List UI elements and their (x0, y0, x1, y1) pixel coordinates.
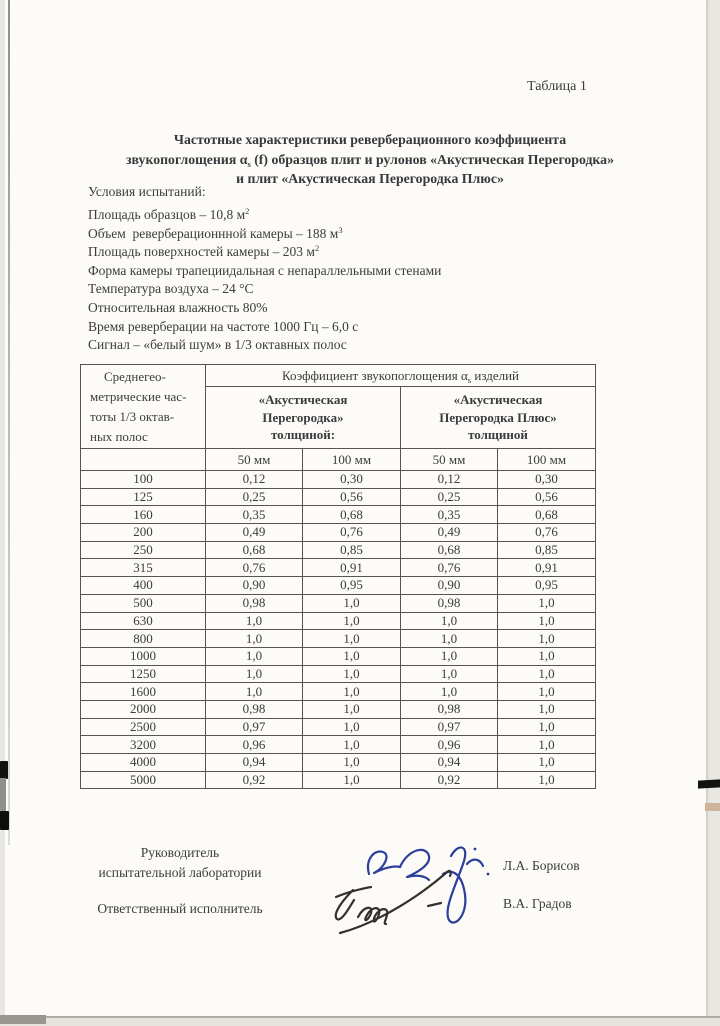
thickness-header-cell: 100 мм (498, 449, 596, 471)
table-row (81, 594, 596, 612)
coefficient-cell: 1,0 (303, 594, 401, 612)
frequency-cell: 800 (81, 630, 206, 648)
coefficient-cell: 1,0 (401, 630, 498, 648)
coefficient-cell: 1,0 (206, 630, 303, 648)
coefficient-cell: 0,95 (498, 577, 596, 595)
coefficient-cell: 0,68 (303, 506, 401, 524)
frequency-cell: 4000 (81, 754, 206, 772)
table-row (81, 471, 596, 489)
coefficient-cell: 1,0 (498, 771, 596, 789)
frequency-cell: 5000 (81, 771, 206, 789)
coefficient-cell: 1,0 (303, 612, 401, 630)
coefficient-cell: 0,98 (401, 700, 498, 718)
frequency-cell: 250 (81, 541, 206, 559)
group-header-cell: «Акустическая Перегородка» толщиной: (206, 387, 401, 449)
coefficient-cell: 0,35 (206, 506, 303, 524)
coefficient-cell: 0,94 (401, 754, 498, 772)
scan-edge-left-line (8, 0, 10, 845)
coefficient-cell: 1,0 (401, 683, 498, 701)
frequency-cell: 2500 (81, 718, 206, 736)
coefficient-cell: 1,0 (498, 612, 596, 630)
row-header-line: метрические час- (90, 388, 187, 404)
coefficient-cell: 0,91 (303, 559, 401, 577)
conditions-heading: Условия испытаний: (88, 184, 206, 199)
coefficient-cell: 1,0 (206, 683, 303, 701)
frequency-cell: 315 (81, 559, 206, 577)
coefficient-cell: 0,68 (401, 541, 498, 559)
coefficient-cell: 0,96 (206, 736, 303, 754)
coefficient-cell: 0,95 (303, 577, 401, 595)
span-header-cell: Коэффициент звукопоглощения $\alpha_s$ изделий (206, 365, 596, 387)
coefficient-cell: 0,12 (401, 471, 498, 489)
coefficient-cell: 1,0 (498, 700, 596, 718)
coefficient-cell: 0,96 (401, 736, 498, 754)
doc-title-line: Частотные характеристики реверберационного коэффициента (173, 132, 567, 147)
frequency-cell: 1250 (81, 665, 206, 683)
coefficient-cell: 1,0 (206, 665, 303, 683)
coefficient-cell: 1,0 (206, 612, 303, 630)
table-row (81, 506, 596, 524)
coefficient-cell: 0,76 (206, 559, 303, 577)
coefficient-cell: 1,0 (498, 754, 596, 772)
scan-edge-right-strip (706, 0, 720, 1024)
table-row (81, 718, 596, 736)
table-thickness-row (81, 449, 596, 471)
table-row (81, 665, 596, 683)
coefficient-cell: 1,0 (498, 718, 596, 736)
coefficient-cell: 0,98 (401, 594, 498, 612)
table-row (81, 559, 596, 577)
frequency-cell: 2000 (81, 700, 206, 718)
row-header-line: Среднегео- (104, 368, 166, 384)
coefficient-cell: 0,56 (498, 488, 596, 506)
signature-role-1: Руководитель испытательной лаборатории (98, 845, 262, 880)
frequency-cell: 100 (81, 471, 206, 489)
coefficient-cell: 1,0 (303, 771, 401, 789)
table-row (81, 754, 596, 772)
condition-line: Относительная влажность 80% (88, 299, 268, 315)
coefficient-cell: 0,97 (206, 718, 303, 736)
thickness-header-cell: 50 мм (206, 449, 303, 471)
frequency-cell: 160 (81, 506, 206, 524)
coefficient-cell: 1,0 (401, 612, 498, 630)
coefficient-cell: 1,0 (303, 630, 401, 648)
condition-line: Температура воздуха – 24 °С (88, 281, 254, 297)
coefficient-cell: 0,76 (303, 524, 401, 542)
scan-artifact-blob (0, 811, 9, 830)
signature-gradov-icon (336, 871, 451, 933)
coefficient-cell: 0,91 (498, 559, 596, 577)
table-row (81, 683, 596, 701)
coefficient-cell: 0,49 (401, 524, 498, 542)
signatory-name-2: В.А. Градов (503, 896, 572, 911)
table-row (81, 700, 596, 718)
coefficient-cell: 0,85 (498, 541, 596, 559)
coefficient-cell: 1,0 (303, 700, 401, 718)
table-row (81, 647, 596, 665)
frequency-cell: 125 (81, 488, 206, 506)
coefficient-cell: 0,35 (401, 506, 498, 524)
scan-artifact-mark (0, 1015, 46, 1024)
condition-line: Площадь поверхностей камеры – 203 $м^2$ (88, 243, 320, 260)
coefficient-cell: 0,76 (498, 524, 596, 542)
table-row (81, 612, 596, 630)
signature-role-2: Ответственный исполнитель (97, 901, 263, 916)
table-row (81, 541, 596, 559)
row-header-cell (81, 365, 206, 449)
frequency-cell: 200 (81, 524, 206, 542)
scan-edge-left-strip (0, 0, 5, 1024)
doc-title-line: и плит «Акустическая Перегородка Плюс» (236, 171, 504, 187)
coefficient-cell: 0,49 (206, 524, 303, 542)
coefficient-cell: 0,76 (401, 559, 498, 577)
coefficient-cell: 1,0 (401, 647, 498, 665)
table-row (81, 577, 596, 595)
coefficient-cell: 0,25 (206, 488, 303, 506)
scan-artifact-mark (705, 803, 720, 811)
row-header-line: тоты 1/3 октав- (90, 408, 175, 424)
condition-line: Площадь образцов – 10,8 $м^2$ (88, 206, 250, 222)
coefficient-cell: 0,98 (206, 594, 303, 612)
absorption-table (80, 364, 596, 789)
frequency-cell: 1000 (81, 647, 206, 665)
table-row (81, 630, 596, 648)
scan-artifact-smudge (0, 778, 6, 812)
coefficient-cell: 1,0 (303, 683, 401, 701)
frequency-cell: 1600 (81, 683, 206, 701)
doc-title (40, 130, 700, 189)
coefficient-cell: 0,25 (401, 488, 498, 506)
row-header-line: ных полос (90, 428, 148, 444)
coefficient-cell: 1,0 (303, 647, 401, 665)
coefficient-cell: 0,30 (498, 471, 596, 489)
coefficient-cell: 1,0 (498, 647, 596, 665)
condition-line: Форма камеры трапециидальная с непараллельными стенами (88, 262, 442, 278)
coefficient-cell: 1,0 (303, 718, 401, 736)
scan-edge-bottom-strip (0, 1016, 720, 1026)
coefficient-cell: 1,0 (498, 736, 596, 754)
table-row (81, 488, 596, 506)
conditions-list (88, 206, 441, 355)
coefficient-cell: 1,0 (498, 683, 596, 701)
frequency-cell: 500 (81, 594, 206, 612)
coefficient-cell: 0,98 (206, 700, 303, 718)
thickness-header-cell: 50 мм (401, 449, 498, 471)
doc-title-line: звукопоглощения $\alpha_s$ (f) образцов плит и рулонов «Акустическая Перегородка» (126, 151, 614, 169)
coefficient-cell: 0,85 (303, 541, 401, 559)
table-row (81, 771, 596, 789)
frequency-cell: 630 (81, 612, 206, 630)
coefficient-cell: 0,97 (401, 718, 498, 736)
coefficient-cell: 1,0 (401, 665, 498, 683)
table-row (81, 736, 596, 754)
thickness-header-cell: 100 мм (303, 449, 401, 471)
coefficient-cell: 1,0 (303, 754, 401, 772)
group-header-cell: «Акустическая Перегородка Плюс» толщиной (401, 387, 596, 449)
coefficient-cell: 0,56 (303, 488, 401, 506)
condition-line: Сигнал – «белый шум» в 1/3 октавных полос (88, 337, 347, 353)
coefficient-cell: 1,0 (303, 665, 401, 683)
coefficient-cell: 0,90 (206, 577, 303, 595)
coefficient-cell: 0,68 (206, 541, 303, 559)
coefficient-cell: 0,92 (206, 771, 303, 789)
scan-artifact-mark (698, 779, 720, 788)
absorption-table-wrap (80, 364, 596, 789)
coefficient-cell: 0,92 (401, 771, 498, 789)
coefficient-cell: 0,30 (303, 471, 401, 489)
frequency-cell: 3200 (81, 736, 206, 754)
scan-artifact-blob (0, 761, 8, 779)
table-caption: Таблица 1 (527, 79, 587, 94)
frequency-cell: 400 (81, 577, 206, 595)
coefficient-cell: 0,12 (206, 471, 303, 489)
empty-cell (81, 449, 206, 471)
coefficient-cell: 1,0 (303, 736, 401, 754)
condition-line: Время реверберации на частоте 1000 Гц – 6,0 с (88, 318, 359, 334)
table-header-row (81, 365, 596, 387)
coefficient-cell: 1,0 (498, 630, 596, 648)
handwritten-signatures (312, 820, 502, 945)
table-row (81, 524, 596, 542)
coefficient-cell: 1,0 (498, 594, 596, 612)
coefficient-cell: 1,0 (206, 647, 303, 665)
coefficient-cell: 0,90 (401, 577, 498, 595)
condition-line: Объем реверберационнной камеры – 188 $м^3$ (88, 224, 343, 241)
table-body (81, 365, 596, 789)
signatory-name-1: Л.А. Борисов (503, 858, 580, 873)
coefficient-cell: 0,94 (206, 754, 303, 772)
coefficient-cell: 0,68 (498, 506, 596, 524)
coefficient-cell: 1,0 (498, 665, 596, 683)
